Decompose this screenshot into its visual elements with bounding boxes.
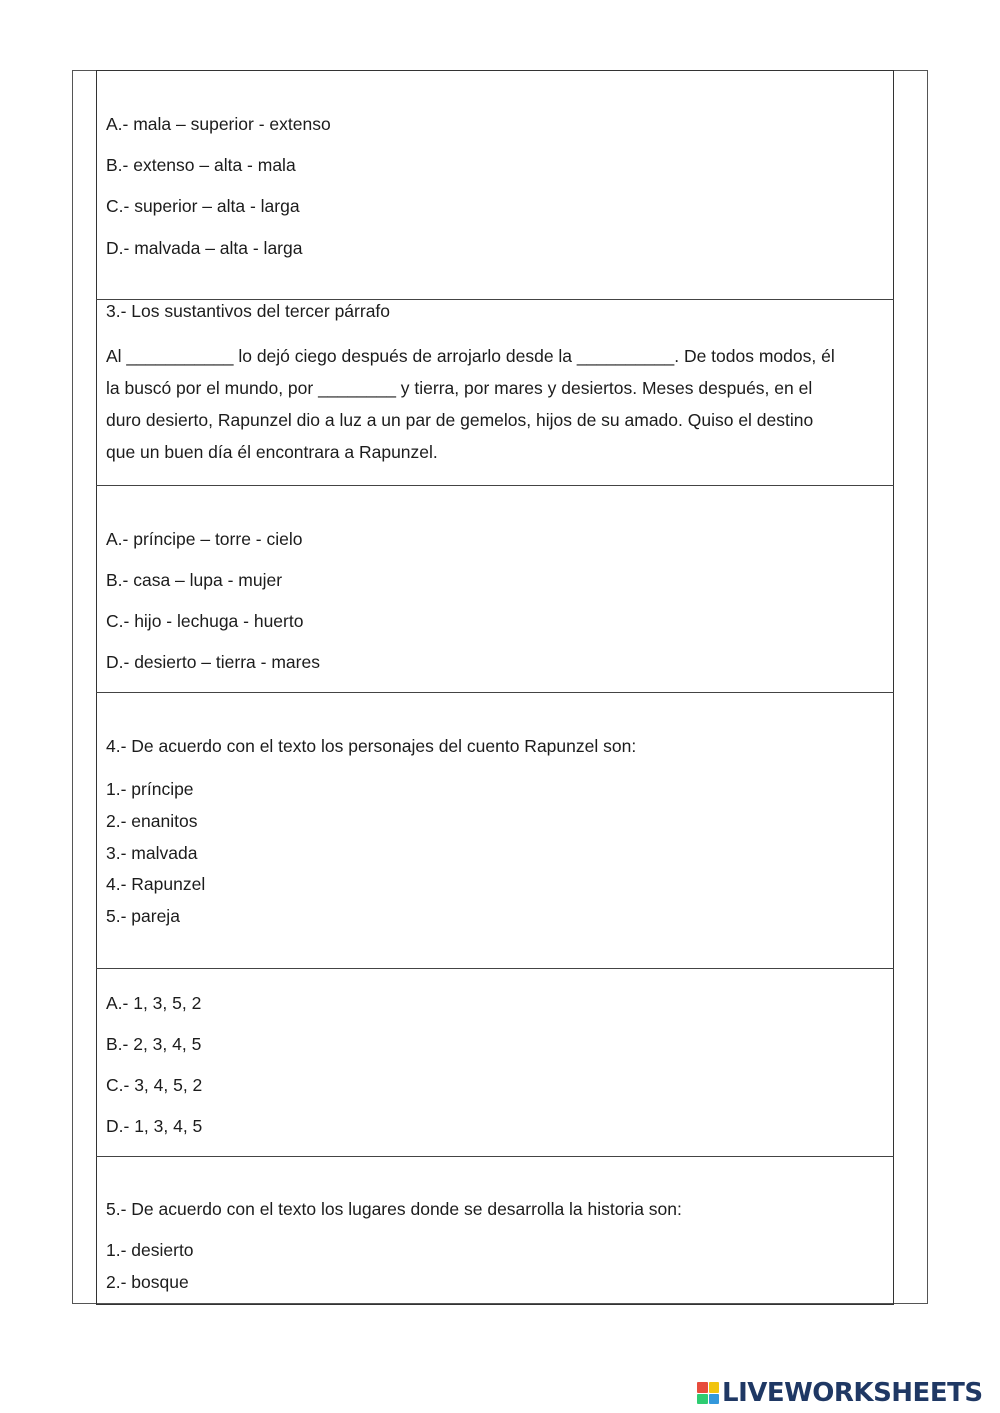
paragraph-line: Al ___________ lo dejó ciego después de arrojarlo desde la __________. De todos modos, él [106, 346, 835, 366]
logo-text: LIVEWORKSHEETS [722, 1378, 983, 1408]
q4-item: 3.- malvada [106, 843, 198, 863]
row-divider [96, 968, 894, 969]
paragraph-line: que un buen día él encontrara a Rapunzel. [106, 442, 438, 462]
q4-item: 5.- pareja [106, 906, 180, 926]
q3-option-a[interactable]: A.- príncipe – torre - cielo [106, 529, 303, 549]
q3-option-b[interactable]: B.- casa – lupa - mujer [106, 570, 283, 590]
q4-item: 1.- príncipe [106, 779, 194, 799]
q3-title: 3.- Los sustantivos del tercer párrafo [106, 301, 391, 321]
logo-square [709, 1394, 720, 1405]
paragraph-line: duro desierto, Rapunzel dio a luz a un par de gemelos, hijos de su amado. Quiso el destino [106, 410, 814, 430]
row-divider [96, 485, 894, 486]
q5-title: 5.- De acuerdo con el texto los lugares donde se desarrolla la historia son: [106, 1199, 682, 1219]
q3-paragraph [106, 340, 886, 468]
q5-item: 2.- bosque [106, 1272, 189, 1292]
q4-option-d[interactable]: D.- 1, 3, 4, 5 [106, 1116, 203, 1136]
q3-option-c[interactable]: C.- hijo - lechuga - huerto [106, 611, 304, 631]
logo-square [697, 1394, 708, 1405]
logo-square [709, 1382, 720, 1393]
q3-option-d[interactable]: D.- desierto – tierra - mares [106, 652, 320, 672]
liveworksheets-logo-icon [697, 1382, 719, 1404]
q2-option-c[interactable]: C.- superior – alta - larga [106, 196, 300, 216]
q2-option-a[interactable]: A.- mala – superior - extenso [106, 114, 331, 134]
q4-item: 4.- Rapunzel [106, 874, 206, 894]
q5-item: 1.- desierto [106, 1240, 194, 1260]
row-divider [96, 1156, 894, 1157]
row-divider [96, 692, 894, 693]
logo-square [697, 1382, 708, 1393]
q4-option-a[interactable]: A.- 1, 3, 5, 2 [106, 993, 202, 1013]
paragraph-line: la buscó por el mundo, por ________ y tierra, por mares y desiertos. Meses después, en el [106, 378, 813, 398]
q4-option-c[interactable]: C.- 3, 4, 5, 2 [106, 1075, 203, 1095]
liveworksheets-logo [697, 1378, 983, 1408]
q4-title: 4.- De acuerdo con el texto los personajes del cuento Rapunzel son: [106, 736, 637, 756]
q2-option-d[interactable]: D.- malvada – alta - larga [106, 238, 303, 258]
q4-option-b[interactable]: B.- 2, 3, 4, 5 [106, 1034, 202, 1054]
q4-item: 2.- enanitos [106, 811, 198, 831]
q2-option-b[interactable]: B.- extenso – alta - mala [106, 155, 296, 175]
